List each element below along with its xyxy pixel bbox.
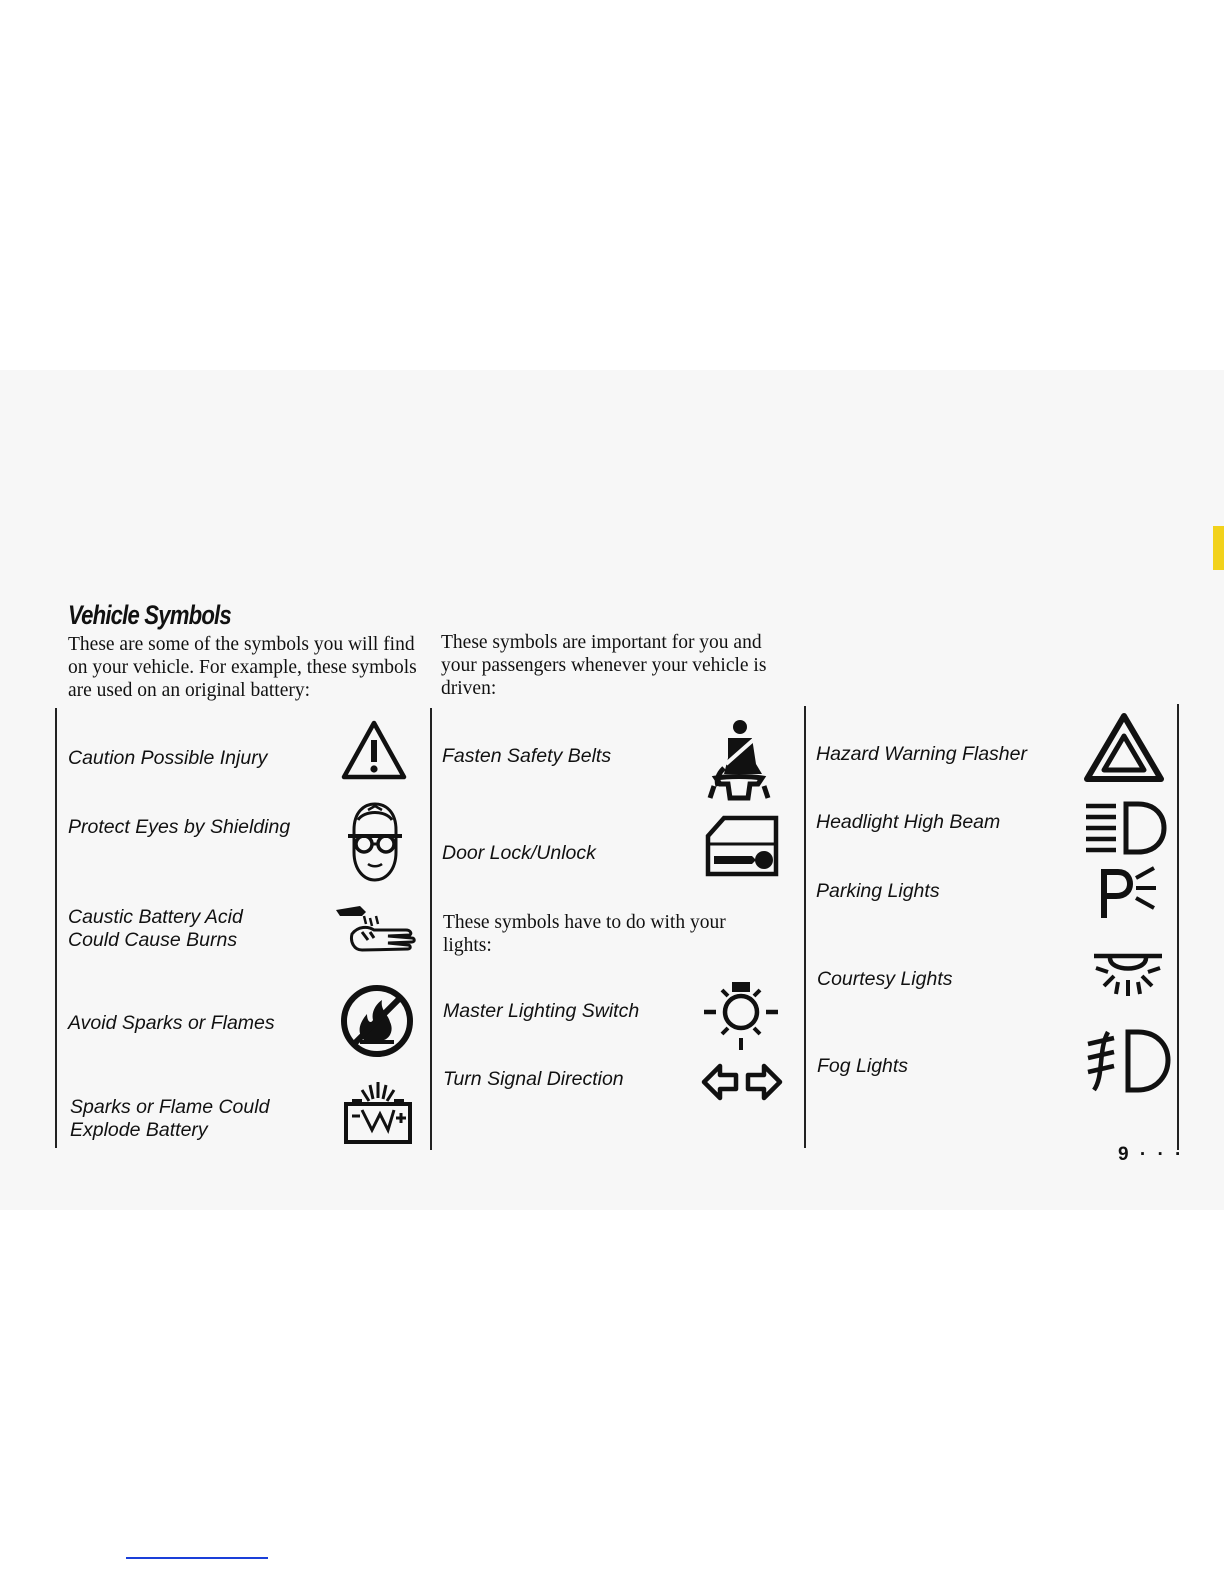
bottom-link-underline[interactable]: [126, 1557, 268, 1559]
label-avoid-sparks: Avoid Sparks or Flames: [68, 1012, 275, 1034]
intro-vehicle-text: These symbols are important for you and your passengers whenever your vehicle is driven:: [441, 632, 767, 699]
column-rule-left: [55, 708, 57, 1148]
seat-belt-icon: [704, 718, 774, 802]
page-number: 9 · · ·: [1118, 1144, 1185, 1165]
column-rule-middle: [430, 708, 432, 1150]
label-sparks-flame-line1: Sparks or Flame Could: [70, 1096, 270, 1118]
column-rule-edge: [1177, 704, 1179, 1150]
label-courtesy-lights: Courtesy Lights: [817, 968, 953, 990]
section-tab-marker: [1213, 526, 1224, 570]
hazard-triangle-icon: [1084, 712, 1164, 782]
label-master-lighting-switch: Master Lighting Switch: [443, 1000, 640, 1022]
parking-lights-icon: [1100, 862, 1160, 920]
page-title: Vehicle Symbols: [68, 600, 231, 630]
courtesy-light-icon: [1090, 950, 1166, 1000]
battery-explode-icon: [342, 1080, 414, 1146]
label-caution-possible-injury: Caution Possible Injury: [68, 747, 268, 769]
label-sparks-flame-line2: Explode Battery: [70, 1119, 208, 1141]
column-rule-right: [804, 706, 806, 1148]
label-caustic-acid-line2: Could Cause Burns: [68, 929, 238, 951]
door-lock-key-icon: [704, 814, 780, 878]
label-headlight-high-beam: Headlight High Beam: [816, 811, 1001, 833]
turn-signal-arrows-icon: [700, 1062, 784, 1102]
label-caustic-acid-line1: Caustic Battery Acid: [68, 906, 243, 928]
intro-battery-text: These are some of the symbols you will find on your vehicle. For example, these symbols are used on an original battery:: [68, 634, 417, 701]
label-parking-lights: Parking Lights: [816, 880, 940, 902]
acid-burn-hand-icon: [332, 902, 416, 958]
eye-shield-face-icon: [344, 800, 406, 884]
label-door-lock-unlock: Door Lock/Unlock: [442, 842, 596, 864]
label-turn-signal-direction: Turn Signal Direction: [443, 1068, 624, 1090]
label-fog-lights: Fog Lights: [817, 1055, 909, 1077]
label-hazard-warning-flasher: Hazard Warning Flasher: [816, 743, 1027, 765]
lights-intro-text: These symbols have to do with your lights:: [443, 912, 726, 956]
no-flame-icon: [340, 984, 414, 1058]
caution-triangle-icon: [341, 720, 407, 780]
label-fasten-safety-belts: Fasten Safety Belts: [442, 745, 612, 767]
label-protect-eyes: Protect Eyes by Shielding: [68, 816, 291, 838]
fog-light-icon: [1084, 1026, 1172, 1096]
high-beam-icon: [1082, 800, 1168, 856]
master-light-icon: [700, 976, 782, 1052]
